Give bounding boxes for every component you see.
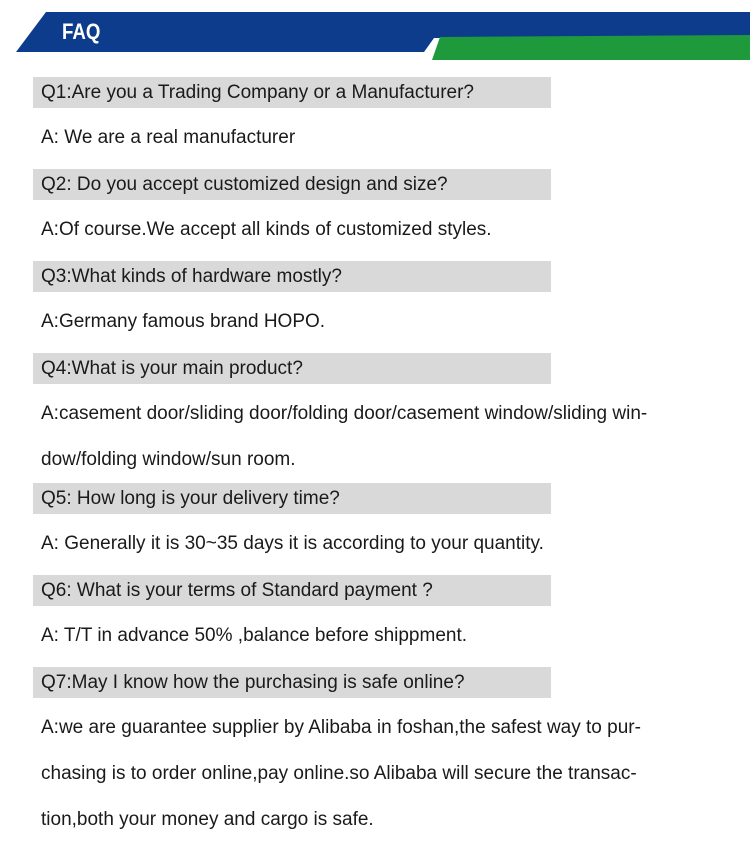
faq-answer-line: dow/folding window/sun room. <box>41 449 296 470</box>
faq-question: Q5: How long is your delivery time? <box>33 483 551 514</box>
faq-answer <box>41 292 721 353</box>
faq-answer <box>41 108 721 169</box>
faq-item <box>0 169 750 261</box>
chevron-down-icon[interactable] <box>0 0 24 24</box>
faq-question: Q6: What is your terms of Standard payment ? <box>33 575 551 606</box>
faq-question: Q2: Do you accept customized design and size? <box>33 169 551 200</box>
faq-list <box>0 77 750 843</box>
faq-question: Q4:What is your main product? <box>33 353 551 384</box>
faq-item <box>0 77 750 169</box>
faq-banner <box>0 0 750 64</box>
faq-answer-line: A: Generally it is 30~35 days it is according to your quantity. <box>41 533 544 554</box>
faq-question: Q1:Are you a Trading Company or a Manufacturer? <box>33 77 551 108</box>
faq-answer <box>41 384 721 483</box>
faq-answer-line: chasing is to order online,pay online.so Alibaba will secure the transac- <box>41 763 637 784</box>
faq-answer <box>41 514 721 575</box>
faq-item <box>0 353 750 483</box>
faq-item <box>0 483 750 575</box>
faq-answer-line: A:Germany famous brand HOPO. <box>41 311 326 332</box>
faq-item <box>0 667 750 843</box>
banner-graphic <box>0 0 750 64</box>
faq-answer <box>41 200 721 261</box>
faq-item <box>0 261 750 353</box>
faq-answer-line: A:we are guarantee supplier by Alibaba in foshan,the safest way to pur- <box>41 717 641 738</box>
banner-green-band <box>432 35 750 60</box>
faq-answer-line: A:casement door/sliding door/folding door/casement window/sliding win- <box>41 403 648 424</box>
faq-question: Q7:May I know how the purchasing is safe online? <box>33 667 551 698</box>
faq-answer-line: tion,both your money and cargo is safe. <box>41 809 374 830</box>
faq-answer <box>41 698 721 843</box>
faq-question: Q3:What kinds of hardware mostly? <box>33 261 551 292</box>
faq-answer-line: A: We are a real manufacturer <box>41 127 296 148</box>
faq-answer <box>41 606 721 667</box>
faq-answer-line: A: T/T in advance 50% ,balance before shippment. <box>41 625 468 646</box>
faq-answer-line: A:Of course.We accept all kinds of customized styles. <box>41 219 492 240</box>
faq-title: FAQ <box>62 19 101 44</box>
faq-item <box>0 575 750 667</box>
